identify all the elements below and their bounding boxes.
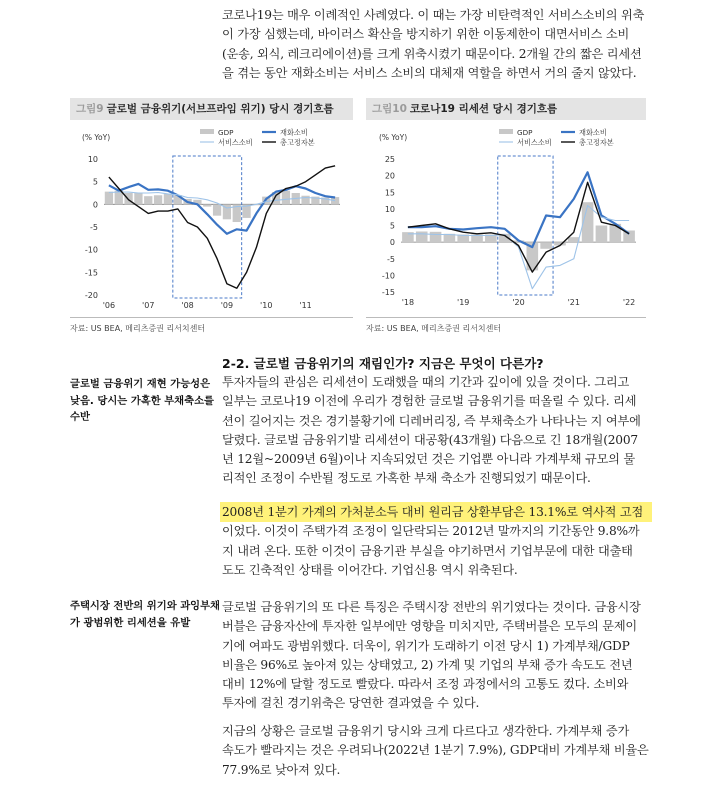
- services-consumption-line: [408, 206, 629, 289]
- x-tick-label: '18: [401, 298, 415, 307]
- x-tick-label: '09: [220, 301, 234, 310]
- gdp-bar: [430, 232, 442, 242]
- text-line: 투자에 걸친 경기위축은 당연한 결과였을 수 있다.: [222, 696, 480, 711]
- x-tick-label: '11: [299, 301, 312, 310]
- side-note-line: 글로벌 금융위기 재현 가능성은: [70, 378, 211, 390]
- figure9-divider: [70, 317, 353, 318]
- y-tick-label: -5: [90, 223, 98, 232]
- gdp-bar: [282, 191, 290, 205]
- y-tick-label: 10: [87, 155, 98, 164]
- text-line: 글로벌 금융위기의 또 다른 특징은 주택시장 전반의 위기였다는 것이다. 금융시장: [222, 600, 641, 614]
- recession-box: [498, 156, 553, 295]
- x-tick-label: '07: [142, 301, 155, 310]
- highlighted-text-line: 2008년 1분기 가계의 가처분소득 대비 원리금 상환부담은 13.1%로 역사적 고점: [222, 505, 644, 519]
- text-line: 리적인 조정이 수반될 정도로 가혹한 부채 축소가 진행되었기 때문이다.: [222, 471, 591, 486]
- x-tick-label: '06: [102, 301, 116, 310]
- y-tick-label: 20: [384, 171, 395, 181]
- y-axis-unit-label: (% YoY): [379, 133, 408, 142]
- text-line: 투자자들의 관심은 리세션이 도래했을 때의 기간과 깊이에 있을 것이다. 그리고: [222, 375, 630, 389]
- legend-label: 총고정자본: [579, 138, 614, 147]
- y-tick-label: 10: [384, 204, 395, 214]
- paragraph-1: [222, 373, 650, 489]
- text-line: 이었다. 이것이 주택가격 조정이 일단락되는 2012년 말까지의 기간동안 9.8%까: [222, 524, 640, 539]
- text-line: (운송, 외식, 레크리에이션)를 크게 위축시켰기 때문이다. 2개월 간의 짧은 리세션: [222, 46, 642, 61]
- y-axis-unit-label: (% YoY): [82, 133, 111, 142]
- figure10-number: 그림10: [372, 103, 407, 115]
- paragraph-3: [222, 598, 650, 714]
- text-line: 을 겪는 동안 재화소비는 서비스 소비의 대체재 역할을 하면서 거의 줄지 않았다.: [222, 65, 637, 80]
- figure10-divider: [366, 317, 646, 318]
- x-tick-label: '21: [567, 298, 580, 307]
- side-note-line: 주택시장 전반의 위기와 과잉부채: [70, 600, 221, 612]
- text-line: 지 내려 온다. 또한 이것이 금융기관 부실을 야기하면서 기업부문에 대한 대출태: [222, 543, 633, 558]
- gdp-bar: [144, 196, 152, 204]
- text-line: 일부는 코로나19 이전에 우리가 경험한 글로벌 금융위기를 떠올릴 수 있다. 리세: [222, 394, 637, 409]
- figure9-source: 자료: US BEA, 메리츠증권 리서치센터: [70, 324, 206, 333]
- text-line: 속도가 빨라지는 것은 우려되나(2022년 1분기 7.9%), GDP대비 가계부채 비율은: [222, 743, 649, 758]
- gdp-bar: [213, 204, 221, 215]
- y-tick-label: 5: [92, 177, 98, 187]
- y-tick-label: -15: [381, 288, 395, 297]
- paragraph-2: [222, 503, 650, 580]
- x-tick-label: '22: [622, 298, 636, 307]
- text-line: 달렸다. 글로벌 금융위기발 리세션이 대공황(43개월) 다음으로 긴 18개월(2007: [222, 432, 638, 447]
- section-title: 2-2. 글로벌 금융위기의 재림인가? 지금은 무엇이 다른가?: [222, 356, 544, 371]
- y-tick-label: 25: [384, 155, 395, 164]
- y-tick-label: -10: [381, 271, 395, 281]
- text-line: 코로나19는 매우 이례적인 사례였다. 이 때는 가장 비탄력적인 서비스소비의 위축: [222, 8, 645, 22]
- intro-paragraph: [222, 6, 650, 83]
- figure9-chart: [70, 122, 355, 314]
- legend-label: GDP: [218, 128, 234, 137]
- services-consumption-line: [109, 192, 335, 208]
- x-tick-label: '19: [457, 298, 470, 307]
- y-tick-label: -5: [387, 254, 395, 264]
- text-line: 지금의 상황은 글로벌 금융위기 당시와 크게 다르다고 생각한다. 가계부채 증가: [222, 724, 630, 738]
- side-note-line: 수반: [70, 411, 90, 423]
- x-tick-label: '08: [181, 301, 194, 310]
- text-line: 션이 길어지는 것은 경기불황기에 디레버리징, 즉 부채축소가 나타나는 지 여부에: [222, 413, 641, 428]
- figure10-header: [366, 98, 646, 120]
- y-tick-label: 5: [389, 221, 395, 231]
- figure10-chart: [366, 122, 648, 314]
- text-line: 도도 긴축적인 상태를 이어간다. 기업신용 역시 위축된다.: [222, 562, 518, 577]
- text-line: 기에 여파도 광범위했다. 더욱이, 위기가 도래하기 이전 당시 1) 가계부채/GDP: [222, 638, 630, 653]
- legend-label: GDP: [517, 128, 533, 137]
- investment-consumption-line: [109, 166, 335, 288]
- text-line: 년 12월~2009년 6월)이나 지속되었던 것은 기업뿐 아니라 가계부채 규모의 물: [222, 452, 635, 467]
- side-note-1: [70, 376, 214, 426]
- gdp-bar: [596, 226, 608, 243]
- y-tick-label: -10: [84, 245, 98, 255]
- gdp-bar: [154, 195, 162, 204]
- figure10-title: 코로나19 리세션 당시 경기흐름: [409, 103, 558, 115]
- gdp-bar: [134, 193, 142, 205]
- gdp-bar: [203, 204, 211, 206]
- y-tick-label: -20: [84, 291, 98, 300]
- gdp-bar: [105, 192, 113, 205]
- y-tick-label: -15: [84, 268, 98, 278]
- recession-box: [173, 156, 242, 298]
- text-line: 버블은 금융자산에 투자한 일부에만 영향을 미치지만, 주택버블은 모두의 문제이: [222, 619, 637, 634]
- y-tick-label: 0: [92, 200, 98, 210]
- gdp-bar: [416, 231, 428, 242]
- legend-swatch: [499, 129, 513, 134]
- text-line: 비율은 96%로 높아져 있는 상태였고, 2) 가계 및 기업의 부채 증가 속도도 전년: [222, 657, 633, 672]
- legend-label: 재화소비: [579, 128, 607, 137]
- figure9-header: [70, 98, 353, 120]
- y-tick-label: 15: [384, 188, 395, 198]
- paragraph-4: [222, 722, 650, 780]
- x-tick-label: '10: [260, 301, 273, 310]
- text-line: 77.9%로 낮아져 있다.: [222, 762, 341, 777]
- figure9-title: 글로벌 금융위기(서브프라임 위기) 당시 경기흐름: [106, 103, 334, 115]
- text-line: 이 가장 심했는데, 바이러스 확산을 방지하기 위한 이동제한이 대면서비스 소비: [222, 27, 630, 42]
- side-note-line: 낮음. 당시는 가혹한 부채축소를: [70, 394, 214, 407]
- legend-label: 재화소비: [280, 128, 308, 137]
- y-tick-label: 0: [389, 238, 395, 248]
- text-line: 대비 12%에 달할 정도로 빨랐다. 따라서 조정 과정에서의 고통도 컸다. 소비와: [222, 677, 629, 692]
- gdp-bar: [623, 230, 635, 242]
- side-note-2: [70, 598, 220, 631]
- legend-label: 총고정자본: [280, 138, 315, 147]
- figure9-number: 그림9: [76, 103, 104, 115]
- legend-swatch: [200, 129, 214, 134]
- gdp-bar: [164, 194, 172, 204]
- legend-label: 서비스소비: [517, 138, 552, 147]
- side-note-line: 가 광범위한 리세션을 유발: [70, 616, 191, 629]
- x-tick-label: '20: [512, 298, 525, 307]
- legend-label: 서비스소비: [218, 138, 253, 147]
- figure10-source: 자료: US BEA, 메리츠증권 리서치센터: [366, 324, 502, 333]
- gdp-bar: [540, 242, 552, 249]
